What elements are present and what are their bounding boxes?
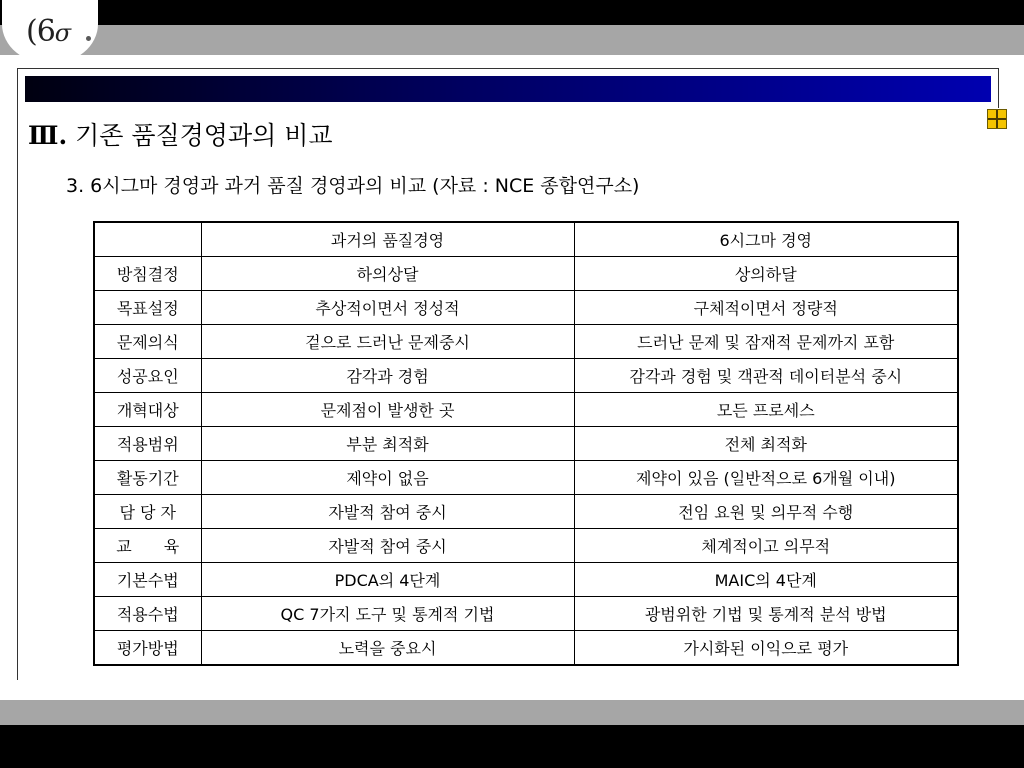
row-label-cell: 평가방법 bbox=[94, 631, 201, 666]
six-sigma-cell: 가시화된 이익으로 평가 bbox=[574, 631, 958, 666]
table-row bbox=[94, 631, 958, 666]
table-row bbox=[94, 461, 958, 495]
row-label-cell: 목표설정 bbox=[94, 291, 201, 325]
header-cell: 6시그마 경영 bbox=[574, 222, 958, 257]
table-row bbox=[94, 257, 958, 291]
row-label-cell: 교 육 bbox=[94, 529, 201, 563]
row-label-cell: 담 당 자 bbox=[94, 495, 201, 529]
six-sigma-cell: 전체 최적화 bbox=[574, 427, 958, 461]
table-row bbox=[94, 291, 958, 325]
six-sigma-cell: 제약이 있음 (일반적으로 6개월 이내) bbox=[574, 461, 958, 495]
table-row bbox=[94, 393, 958, 427]
header-cell bbox=[94, 222, 201, 257]
top-banner bbox=[0, 0, 1024, 25]
section-numeral: Ⅲ. bbox=[28, 121, 68, 150]
row-label-cell: 개혁대상 bbox=[94, 393, 201, 427]
logo-dot bbox=[86, 36, 91, 41]
section-title: 기존 품질경영과의 비교 bbox=[67, 121, 333, 150]
table-row bbox=[94, 529, 958, 563]
six-sigma-cell: 광범위한 기법 및 통계적 분석 방법 bbox=[574, 597, 958, 631]
bottom-gray-band bbox=[0, 700, 1024, 725]
logo-digit: (6 bbox=[26, 14, 55, 49]
traditional-cell: 부분 최적화 bbox=[201, 427, 574, 461]
traditional-cell: 추상적이면서 정성적 bbox=[201, 291, 574, 325]
logo-text bbox=[26, 14, 70, 49]
page-title bbox=[28, 116, 333, 152]
title-gradient-bar bbox=[25, 76, 991, 102]
top-gray-band bbox=[0, 25, 1024, 55]
table-row bbox=[94, 563, 958, 597]
six-sigma-cell: 상의하달 bbox=[574, 257, 958, 291]
six-sigma-cell: 모든 프로세스 bbox=[574, 393, 958, 427]
logo-sigma: σ bbox=[54, 19, 71, 47]
row-label-cell: 성공요인 bbox=[94, 359, 201, 393]
table-header-row bbox=[94, 222, 958, 257]
traditional-cell: 자발적 참여 중시 bbox=[201, 495, 574, 529]
six-sigma-cell: 드러난 문제 및 잠재적 문제까지 포함 bbox=[574, 325, 958, 359]
traditional-cell: PDCA의 4단계 bbox=[201, 563, 574, 597]
frame-left-line bbox=[17, 68, 18, 680]
six-sigma-cell: 전임 요원 및 의무적 수행 bbox=[574, 495, 958, 529]
table-row bbox=[94, 359, 958, 393]
traditional-cell: QC 7가지 도구 및 통계적 기법 bbox=[201, 597, 574, 631]
traditional-cell: 겉으로 드러난 문제중시 bbox=[201, 325, 574, 359]
six-sigma-cell: 구체적이면서 정량적 bbox=[574, 291, 958, 325]
header-cell: 과거의 품질경영 bbox=[201, 222, 574, 257]
frame-right-line bbox=[998, 68, 999, 108]
bottom-banner bbox=[0, 725, 1024, 768]
table-row bbox=[94, 427, 958, 461]
grid-icon bbox=[987, 109, 1007, 129]
row-label-cell: 기본수법 bbox=[94, 563, 201, 597]
row-label-cell: 활동기간 bbox=[94, 461, 201, 495]
row-label-cell: 적용범위 bbox=[94, 427, 201, 461]
row-label-cell: 방침결정 bbox=[94, 257, 201, 291]
row-label-cell: 적용수법 bbox=[94, 597, 201, 631]
traditional-cell: 노력을 중요시 bbox=[201, 631, 574, 666]
six-sigma-cell: 체계적이고 의무적 bbox=[574, 529, 958, 563]
table-row bbox=[94, 495, 958, 529]
comparison-table bbox=[93, 221, 959, 666]
frame-top-line bbox=[17, 68, 999, 69]
table-row bbox=[94, 325, 958, 359]
table-row bbox=[94, 597, 958, 631]
traditional-cell: 자발적 참여 중시 bbox=[201, 529, 574, 563]
subtitle: 3. 6시그마 경영과 과거 품질 경영과의 비교 (자료 : NCE 종합연구소) bbox=[66, 175, 640, 197]
six-sigma-cell: MAIC의 4단계 bbox=[574, 563, 958, 597]
traditional-cell: 제약이 없음 bbox=[201, 461, 574, 495]
traditional-cell: 감각과 경험 bbox=[201, 359, 574, 393]
traditional-cell: 하의상달 bbox=[201, 257, 574, 291]
row-label-cell: 문제의식 bbox=[94, 325, 201, 359]
six-sigma-cell: 감각과 경험 및 객관적 데이터분석 중시 bbox=[574, 359, 958, 393]
traditional-cell: 문제점이 발생한 곳 bbox=[201, 393, 574, 427]
